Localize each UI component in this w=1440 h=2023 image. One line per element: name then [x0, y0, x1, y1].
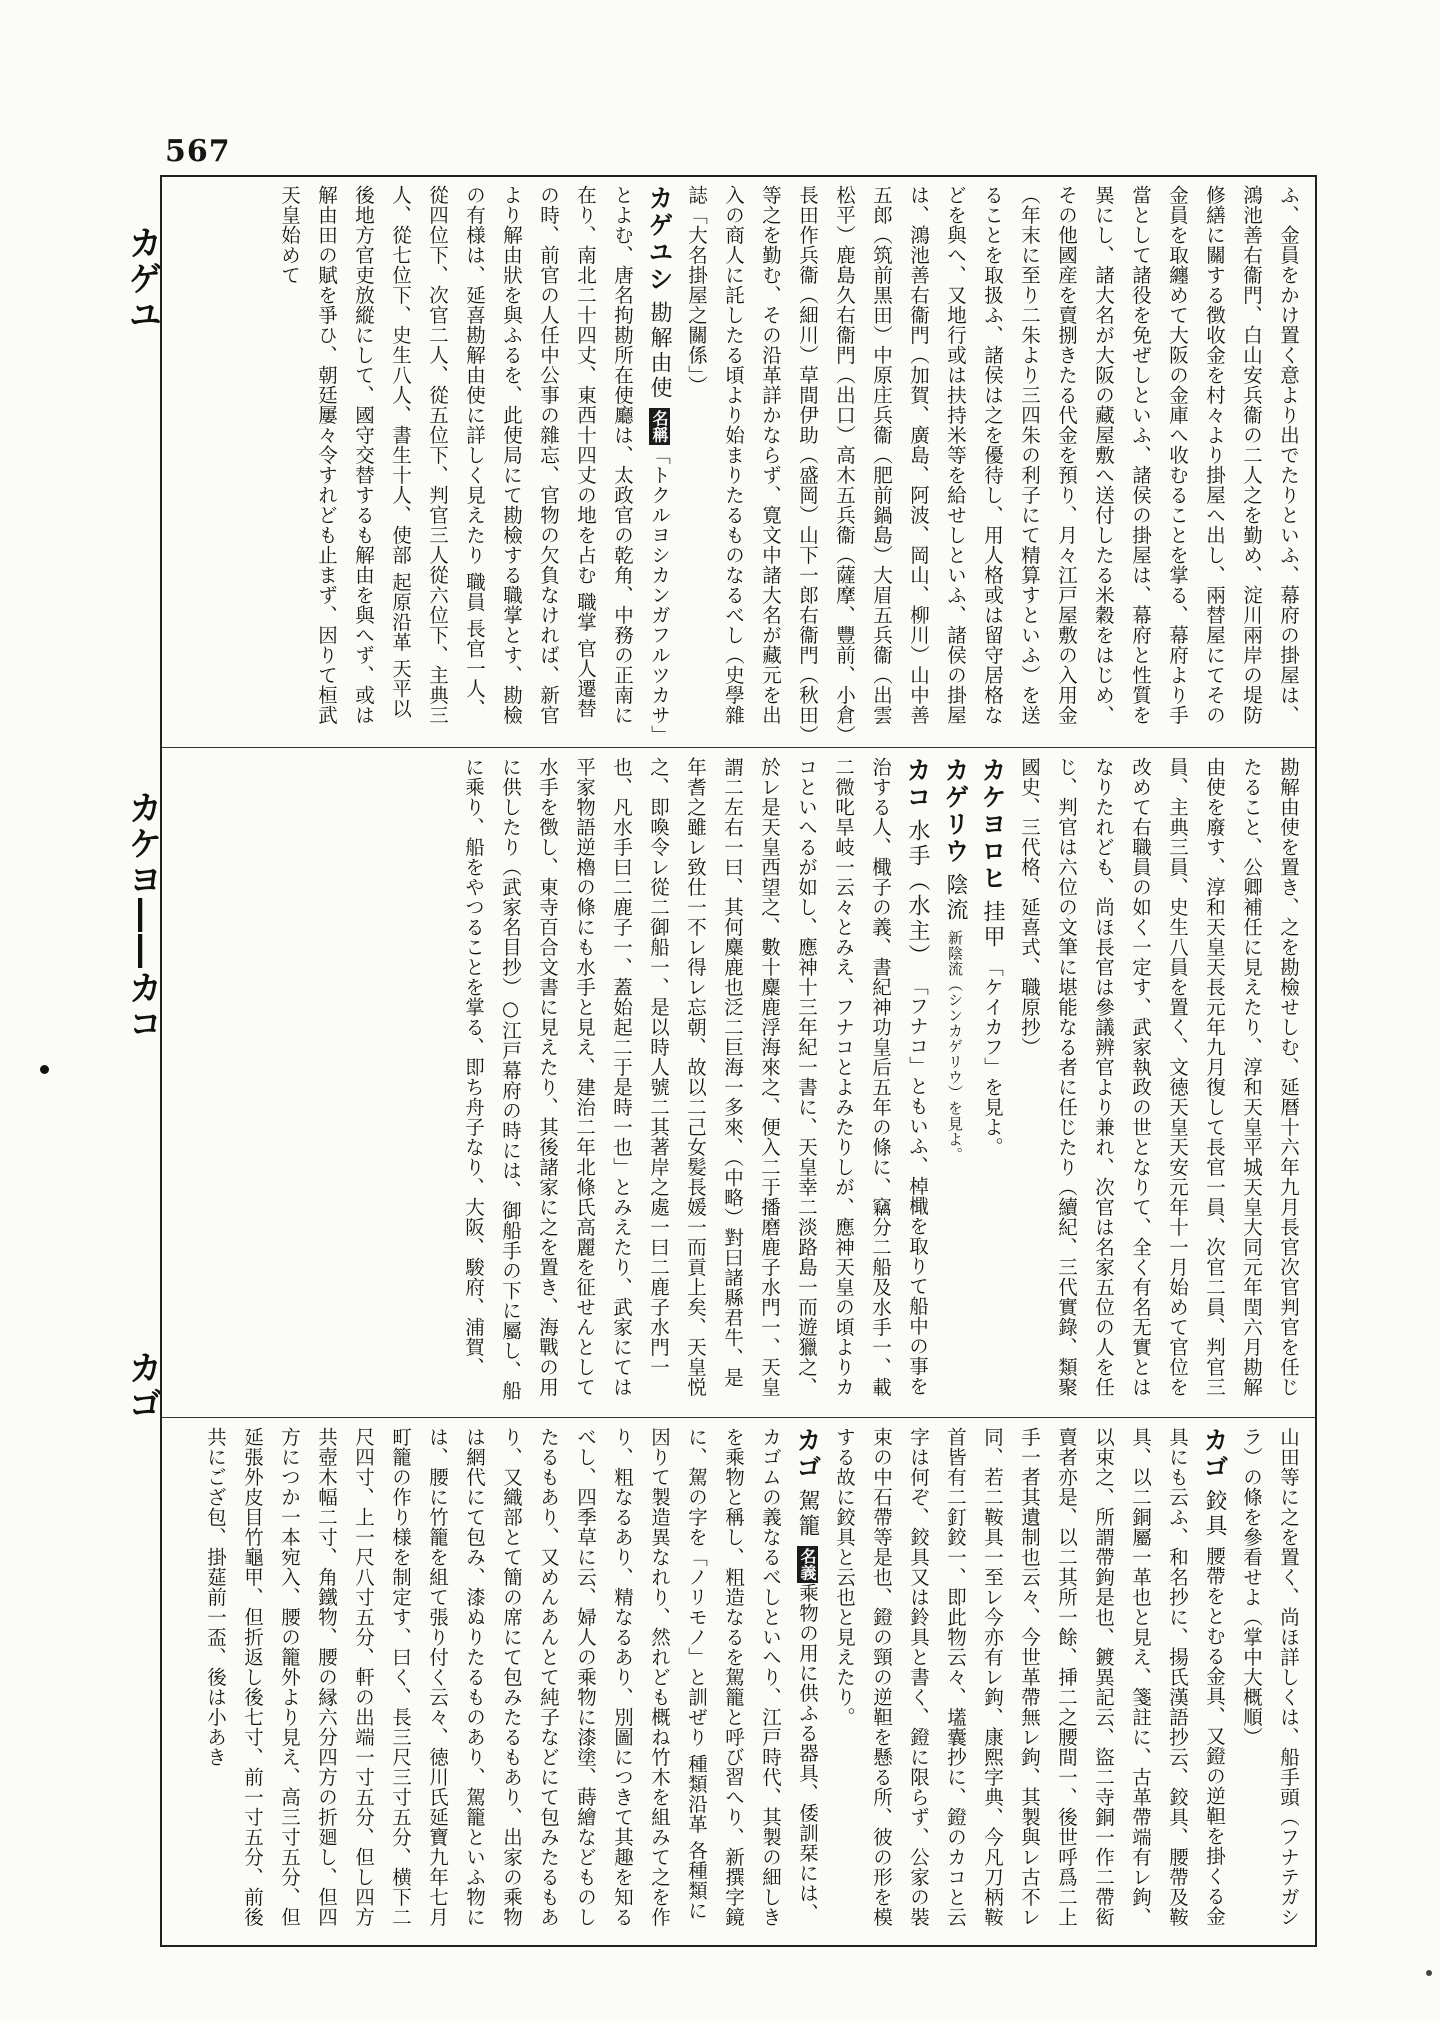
entry-body: 「ケイカフ」を見よ。 [981, 956, 1004, 1157]
entry-body: 腰帶をとむる金具、又鐙の逆靼を掛くる金具にも云ふ、和名抄に、揚氏漢語抄云、鉸具、腰帶及鞍具、以二銅屬一革也と見え、箋註に、古革帶端有レ鉤、以束之、所謂帶鉤是也、鍍異記云、盜二寺銅一作二帶衒賣者亦是、以二其所一餘、挿二之腰間一、後世呼爲二上手一者其遺制也云々、今世革帶無レ鉤、其製與レ古不レ同、若二鞍具一至レ今亦有レ鉤、康熙字典、今凡刀柄鞍首皆有二釘鉸一、即此物云々、壒囊抄に、鐙のカコと云字は何ぞ、鉸具又は鈴具と書く、鐙に限らず、公家の裝束の中石帶等是也、鐙の頸の逆靼を懸る所、彼の形を模する故に鉸具と云也と見えたり。 [833, 1427, 1226, 1927]
page-frame [160, 175, 1317, 1947]
section-top [172, 185, 1307, 737]
margin-dot [40, 1065, 49, 1074]
continuation-text: 勘解由使を置き、之を勘檢せしむ、延暦十六年九月長官次官判官を任じたること、公卿補任に見えたり、淳和天皇平城天皇大同元年閏六月勘解由使を廢す、淳和天皇天長元年九月復して長官一員、次官二員、判官三員、主典三員、史生八員を置く、文徳天皇天安元年十一月始めて官位を改めて右職員の如く一定す、武家執政の世となりて、全く有名无實とはなりたれども、尚ほ長官は參議辨官より兼れ、次官は名家五位の人を任じ、判官は六位の文筆に堪能なる者に任じたり（續紀、三代實錄、類聚國史、三代格、延喜式、職原抄） [1018, 757, 1300, 1397]
entry-kageryu [936, 757, 974, 1407]
section-bottom [172, 1427, 1307, 1939]
entry-headword: カゴ [1200, 1427, 1229, 1481]
entry-headword: カゲユシ [645, 185, 674, 293]
entry-kanji: 勘解由使 [647, 301, 672, 401]
entry-body: 「トクルヨシカンガフルツカサ」とよむ、唐名拘勘所在使廳は、太政官の乾角、中務の正南に在り、南北二十四丈、東西十四丈の地を占む 職掌 官人遷替の時、前官の人任中公事の雜忘、官物の欠負なければ、新官より解由狀を與ふるを、此使局にて勘檢する職掌とす、勘檢の有様は、延喜勘解由使に詳しく見えたり 職員 長官一人、從四位下、次官二人、從五位下、判官三人從六位下、主典三人、從七位下、史生八人、書生十人、使部 起原沿革 天平以後地方官吏放縱にして、國守交替するも解由を與へず、或は解由田の賦を爭ひ、朝廷屢々令すれども止まず、因りて桓武天皇始めて [278, 185, 671, 735]
entry-kago-palanquin [197, 1427, 826, 1939]
entry-kako [455, 757, 936, 1407]
entry-kanji: 水手（水主） [905, 819, 930, 969]
entry-kanji: 駕籠 [795, 1489, 820, 1539]
thumb-index-kakeyo-kako: カケヨ――カコ [122, 790, 162, 1042]
continuation-text: ふ、金員をかけ置く意より出でたりといふ、幕府の掛屋は、鴻池善右衞門、白山安兵衞の二人之を勤め、淀川兩岸の堤防修繕に關する徴收金を村々より掛屋へ出し、兩替屋にてその金員を取纏めて大阪の金庫へ收むることを掌る、幕府より手當として諸役を免ぜしといふ、諸侯の掛屋は、幕府と性質を異にし、諸大名が大阪の藏屋敷へ送付したる米穀をはじめ、その他國産を賣捌きたる代金を預り、月々江戸屋敷の入用金（年末に至り二朱より三四朱の利子にて精算すといふ）を送ることを取扱ふ、諸侯は之を優待し、用人格或は留守居格などを與へ、又地行或は扶持米等を給せしといふ、諸侯の掛屋は、鴻池善右衞門（加賀、廣島、阿波、岡山、柳川）山中善五郎（筑前黒田）中原庄兵衞（肥前鍋島）大眉五兵衞（出雲松平）鹿島久右衞門（出口）高木五兵衞（薩摩、豐前、小倉）長田作兵衞（細川）草間伊助（盛岡）山下一郎右衞門（秋田）等之を勤む、その沿革詳かならず、寛文中諸大名が藏元を出入の商人に託したる頃より始まりたるものなるべし（史學雜誌「大名掛屋之關係」） [685, 185, 1300, 736]
entry-headword: カゴ [793, 1427, 822, 1481]
entry-kago-kakogu [826, 1427, 1233, 1939]
section-divider [162, 1417, 1315, 1418]
entry-body: 新陰流（シンカゲリウ）を見よ。 [946, 929, 964, 1163]
section-middle [172, 757, 1307, 1407]
page-number: 567 [165, 134, 231, 169]
thumb-index-kageyu: カゲユ [122, 225, 162, 333]
entry-body: 乘物の用に供ふる器具、倭訓栞には、カゴムの義なるべしといへり、江戸時代、其製の細しきを乘物と稱し、粗造なるを駕籠と呼び習へり、新撰字鏡に、駕の字を「ノリモノ」と訓ぜり 種類沿革 各種類に因りて製造異なれり、然れども概ね竹木を組みて之を作り、粗なるあり、精なるあり、別圖につきて其趣を知るべし、四季草に云、婦人の乘物に漆塗、蒔繪などものしたるもあり、又めんあんとて純子などにて包みたるもあり、又織部とて簡の席にて包みたるもあり、出家の乘物は網代にて包み、漆ぬりたるものあり、駕籠といふ物には、腰に竹籠を組て張り付く云々、徳川氏延寶九年七月町籠の作り様を制定す、曰く、長三尺三寸五分、横下二尺四寸、上一尺八寸五分、軒の出端一寸五分、但し四方共壺木幅二寸、角鐵物、腰の縁六分四方の折廻し、但四方につか一本宛入、腰の籠外より見え、高三寸五分、但延張外皮目竹龜甲、但折返し後七寸、前一寸五分、前後共にござ包、掛莚前一盃、後は小あき [204, 1427, 819, 1927]
entry-kakeyorohi [974, 757, 1011, 1407]
margin-dot [1426, 1970, 1432, 1976]
tag-label: 名義 [798, 1547, 817, 1581]
section-divider [162, 747, 1315, 748]
entry-headword: カコ [903, 757, 932, 811]
entry-kanji: 挂甲 [980, 900, 1005, 950]
entry-headword: カケヨロヒ [978, 757, 1007, 892]
continuation-text: 山田等に之を置く、尚ほ詳しくは、船手頭（フナテガシラ）の條を參看せよ（掌中大概順） [1240, 1427, 1300, 1927]
entry-kanji: 陰流 [943, 873, 968, 923]
entry-kanji: 鉸具 [1202, 1489, 1227, 1539]
entry-kageyushi [271, 185, 678, 737]
thumb-index-kago: カゴ [122, 1350, 162, 1422]
entry-headword: カゲリウ [941, 757, 970, 865]
tag-label: 名稱 [650, 409, 669, 443]
entry-body: 「フナコ」ともいふ、棹檝を取りて船中の事を治する人、檝子の義、書紀神功皇后五年の條に、竊分二船及水手一、載二微叱旱岐一云々とみえ、フナコとよみたりしが、應神天皇の頃よりカコといへるが如し、應神十三年紀一書に、天皇幸二淡路島一而遊獵之、於レ是天皇西望之、數十麋鹿浮海來之、便入二于播磨鹿子水門一、天皇謂二左右一曰、其何麋鹿也泛二巨海一多來、（中略）對曰諸縣君牛、是年耆之雖レ致仕一不レ得レ忘朝、故以二己女髪長媛一而貢上矣、天皇悦之、即喚令レ從二御船一、是以時人號二其著岸之處一曰二鹿子水門一也、凡水手曰二鹿子一、蓋始起二于是時一也」とみえたり、武家にては平家物語逆櫓の條にも水手と見え、建治二年北條氏高麗を征せんとして水手を徴し、東寺百合文書に見えたり、其後諸家に之を置き、海戰の用に供したり（武家名目抄）○江戸幕府の時には、御船手の下に屬し、船に乘り、船をやつることを掌る、即ち舟子なり、大阪、駿府、浦賀、 [462, 757, 929, 1401]
